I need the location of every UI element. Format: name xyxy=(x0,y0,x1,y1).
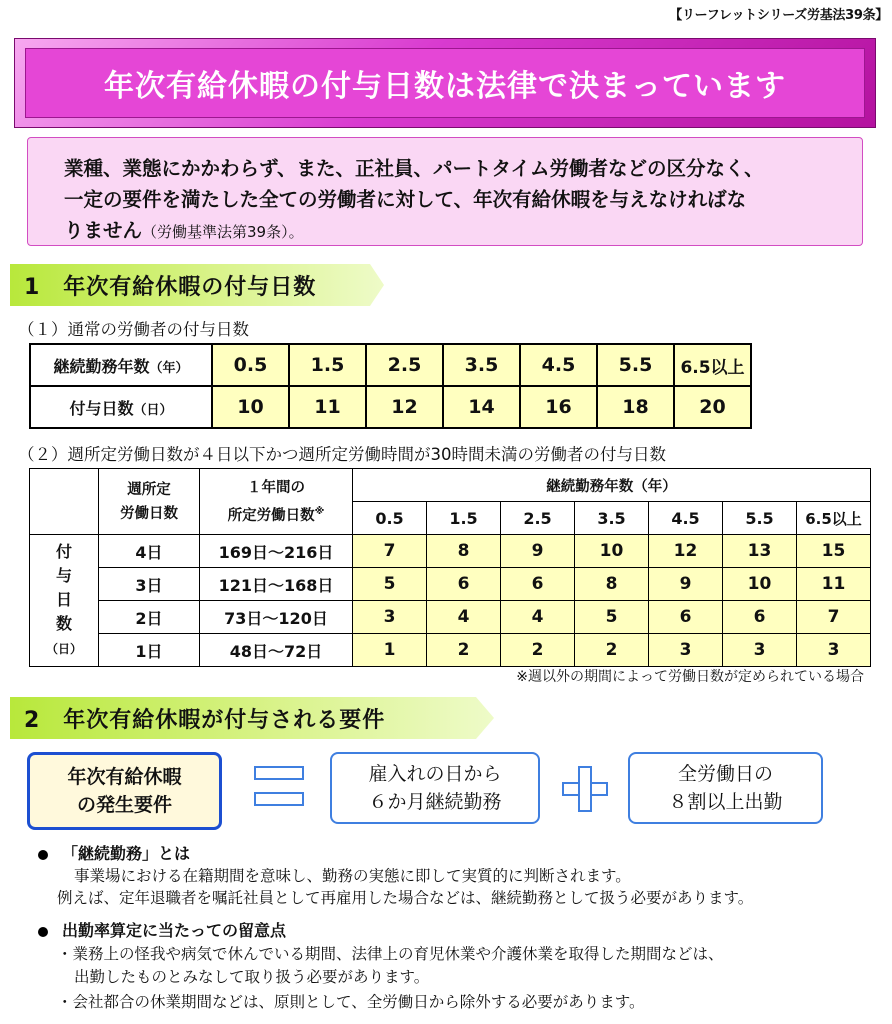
bullet2-line2: 出勤したものとみなして取り扱う必要があります。 xyxy=(74,968,430,986)
grant-cell: 8 xyxy=(427,535,501,568)
grant-cell: 9 xyxy=(649,568,723,601)
row-header-days: 付与日数（日） xyxy=(30,386,212,428)
year-cell: 2.5 xyxy=(366,344,443,386)
bullet-attendance-rate: 出勤率算定に当たっての留意点 xyxy=(38,918,286,941)
section1-heading-text: 1 年次有給休暇の付与日数 xyxy=(24,274,317,300)
requirement-employment-box: 雇入れの日から ６か月継続勤務 xyxy=(330,752,540,824)
year-header: 4.5 xyxy=(649,502,723,535)
bullet-continuous-service: 「継続勤務」とは xyxy=(38,841,190,864)
page-title: 年次有給休暇の付与日数は法律で決まっています xyxy=(25,48,865,118)
days-cell: 14 xyxy=(443,386,520,428)
grant-cell: 2 xyxy=(427,634,501,667)
year-cell: 5.5 xyxy=(597,344,674,386)
section2-heading-text: 2 年次有給休暇が付与される要件 xyxy=(24,707,386,733)
annual-days-cell: 121日～168日 xyxy=(200,568,353,601)
intro-line-3: りません xyxy=(64,219,143,242)
year-cell: 0.5 xyxy=(212,344,289,386)
part-time-table xyxy=(29,468,871,667)
grant-cell: 8 xyxy=(575,568,649,601)
table-row xyxy=(30,601,871,634)
days-cell: 12 xyxy=(366,386,443,428)
grant-cell: 13 xyxy=(723,535,797,568)
bullet1-line2: 例えば、定年退職者を嘱託社員として再雇用した場合などは、継続勤務として扱う必要があります。 xyxy=(57,889,754,907)
grant-cell: 15 xyxy=(797,535,871,568)
grant-cell: 7 xyxy=(797,601,871,634)
title-banner xyxy=(14,38,876,128)
intro-line-1: 業種、業態にかかわらず、また、正社員、パートタイム労働者などの区分なく、 xyxy=(64,157,764,180)
table-row xyxy=(30,535,871,568)
weekly-days-cell: 3日 xyxy=(99,568,200,601)
year-cell: 3.5 xyxy=(443,344,520,386)
section1-sub2: （２）週所定労働日数が４日以下かつ週所定労働時間が30時間未満の労働者の付与日数 xyxy=(18,445,666,464)
table-row xyxy=(30,344,751,386)
grant-cell: 3 xyxy=(353,601,427,634)
bullet-icon xyxy=(38,850,48,860)
year-cell: 4.5 xyxy=(520,344,597,386)
law-reference: （労働基準法第39条） xyxy=(142,223,289,241)
grant-cell: 3 xyxy=(723,634,797,667)
regular-worker-table xyxy=(29,343,752,429)
table-row xyxy=(30,634,871,667)
grant-cell: 7 xyxy=(353,535,427,568)
corner-cell xyxy=(30,469,99,535)
grant-cell: 5 xyxy=(575,601,649,634)
bullet2-line1: ・業務上の怪我や病気で休んでいる期間、法律上の育児休業や介護休業を取得した期間などは、 xyxy=(57,945,724,963)
row-header-years: 継続勤務年数（年） xyxy=(30,344,212,386)
year-header: 1.5 xyxy=(427,502,501,535)
year-header: 0.5 xyxy=(353,502,427,535)
section1-heading xyxy=(10,264,410,306)
intro-line-2: 一定の要件を満たした全ての労働者に対して、年次有給休暇を与えなければな xyxy=(64,188,747,211)
days-cell: 16 xyxy=(520,386,597,428)
grant-cell: 6 xyxy=(723,601,797,634)
col-years-header: 継続勤務年数（年） xyxy=(353,469,871,502)
requirement-attendance-box: 全労働日の ８割以上出勤 xyxy=(628,752,823,824)
section2-heading xyxy=(10,697,410,739)
plus-icon xyxy=(562,766,608,812)
year-header: 5.5 xyxy=(723,502,797,535)
year-header: 6.5以上 xyxy=(797,502,871,535)
table-header-row xyxy=(30,469,871,502)
grant-cell: 9 xyxy=(501,535,575,568)
year-header: 2.5 xyxy=(501,502,575,535)
annual-days-cell: 48日～72日 xyxy=(200,634,353,667)
year-cell: 6.5以上 xyxy=(674,344,751,386)
bullet-icon xyxy=(38,927,48,937)
annual-days-cell: 169日～216日 xyxy=(200,535,353,568)
days-cell: 11 xyxy=(289,386,366,428)
grant-cell: 2 xyxy=(575,634,649,667)
grant-cell: 6 xyxy=(649,601,723,634)
intro-end: 。 xyxy=(288,223,304,241)
grant-cell: 1 xyxy=(353,634,427,667)
grant-cell: 12 xyxy=(649,535,723,568)
grant-cell: 2 xyxy=(501,634,575,667)
grant-cell: 10 xyxy=(723,568,797,601)
grant-cell: 3 xyxy=(649,634,723,667)
days-cell: 18 xyxy=(597,386,674,428)
grant-cell: 11 xyxy=(797,568,871,601)
days-cell: 20 xyxy=(674,386,751,428)
weekly-days-cell: 2日 xyxy=(99,601,200,634)
grant-cell: 6 xyxy=(501,568,575,601)
intro-box xyxy=(27,137,863,246)
bullet1-line1: 事業場における在籍期間を意味し、勤務の実態に即して実質的に判断されます。 xyxy=(74,867,631,885)
equals-icon xyxy=(254,766,304,806)
grant-cell: 4 xyxy=(501,601,575,634)
table-row xyxy=(30,568,871,601)
col-weekly-days: 週所定 労働日数 xyxy=(99,469,200,535)
days-cell: 10 xyxy=(212,386,289,428)
section1-sub1: （１）通常の労働者の付与日数 xyxy=(18,320,249,339)
series-tag: 【リーフレットシリーズ労基法39条】 xyxy=(669,8,888,23)
year-cell: 1.5 xyxy=(289,344,366,386)
bullet2-line3: ・会社都合の休業期間などは、原則として、全労働日から除外する必要があります。 xyxy=(57,993,645,1011)
side-label: 付 与 日 数 （日） xyxy=(30,535,99,667)
year-header: 3.5 xyxy=(575,502,649,535)
grant-cell: 4 xyxy=(427,601,501,634)
weekly-days-cell: 4日 xyxy=(99,535,200,568)
grant-cell: 3 xyxy=(797,634,871,667)
grant-cell: 5 xyxy=(353,568,427,601)
annual-days-cell: 73日～120日 xyxy=(200,601,353,634)
table-row xyxy=(30,386,751,428)
requirement-main-box: 年次有給休暇 の発生要件 xyxy=(27,752,222,830)
grant-cell: 6 xyxy=(427,568,501,601)
table-footnote: ※週以外の期間によって労働日数が定められている場合 xyxy=(516,669,864,685)
weekly-days-cell: 1日 xyxy=(99,634,200,667)
col-annual-days: １年間の 所定労働日数※ xyxy=(200,469,353,535)
grant-cell: 10 xyxy=(575,535,649,568)
